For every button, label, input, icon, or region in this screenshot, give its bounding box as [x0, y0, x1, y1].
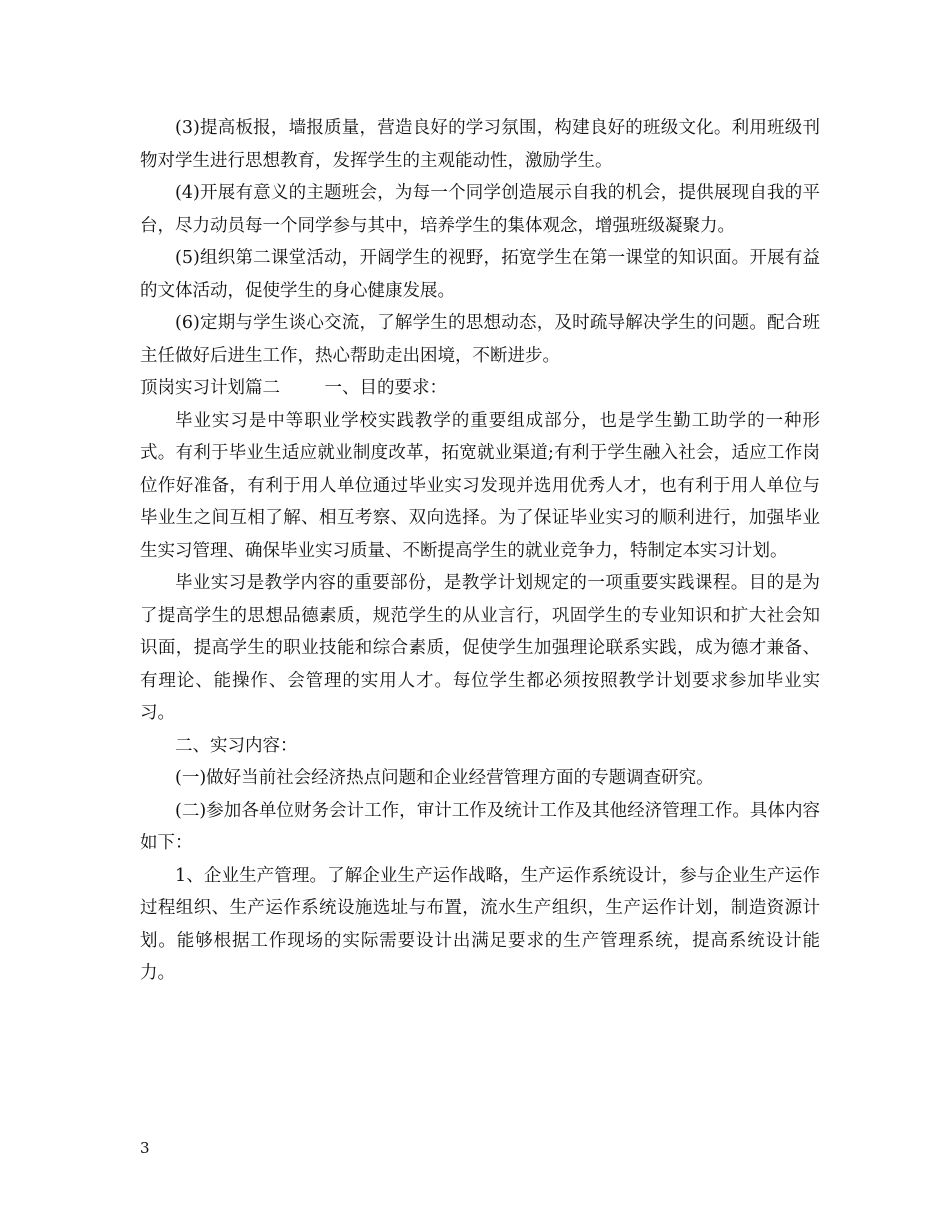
- paragraph-item-two: (二)参加各单位财务会计工作，审计工作及统计工作及其他经济管理工作。具体内容如下：: [140, 800, 820, 853]
- paragraph-internship-content: 毕业实习是教学内容的重要部份，是教学计划规定的一项重要实践课程。目的是为了提高学生的思想品德素质，规范学生的从业言行，巩固学生的专业知识和扩大社会知识面，提高学生的职业技能和综合素质，促使学生加强理论联系实践，成为德才兼备、有理论、能操作、会管理的实用人才。每位学生都必须按照教学计划要求参加毕业实习。: [140, 573, 820, 723]
- section-title: 顶岗实习计划篇二: [140, 378, 280, 398]
- paragraph-item-4: (4)开展有意义的主题班会，为每一个同学创造展示自我的机会，提供展现自我的平台，尽力动员每一个同学参与其中，培养学生的集体观念，增强班级凝聚力。: [140, 183, 820, 236]
- paragraph-production-management: 1、企业生产管理。了解企业生产运作战略，生产运作系统设计，参与企业生产运作过程组织、生产运作系统设施选址与布置，流水生产组织，生产运作计划，制造资源计划。能够根据工作现场的实际需要设计出满足要求的生产管理系统，提高系统设计能力。: [140, 865, 820, 983]
- paragraph-internship-purpose: 毕业实习是中等职业学校实践教学的重要组成部分，也是学生勤工助学的一种形式。有利于毕业生适应就业制度改革，拓宽就业渠道;有利于学生融入社会，适应工作岗位作好准备，有利于用人单位通过毕业实习发现并选用优秀人才，也有利于用人单位与毕业生之间互相了解、相互考察、双向选择。为了保证毕业实习的顺利进行，加强毕业生实习管理、确保毕业实习质量、不断提高学生的就业竞争力，特制定本实习计划。: [140, 410, 820, 561]
- paragraph-item-5: (5)组织第二课堂活动，开阔学生的视野，拓宽学生在第一课堂的知识面。开展有益的文体活动，促使学生的身心健康发展。: [140, 248, 820, 301]
- section-subtitle: 一、目的要求：: [324, 378, 448, 398]
- paragraph-item-6: (6)定期与学生谈心交流，了解学生的思想动态，及时疏导解决学生的问题。配合班主任做好后进生工作，热心帮助走出困境，不断进步。: [140, 313, 820, 366]
- paragraph-item-one: (一)做好当前社会经济热点问题和企业经营管理方面的专题调查研究。: [175, 768, 714, 788]
- paragraph-item-3: (3)提高板报，墙报质量，营造良好的学习氛围，构建良好的班级文化。利用班级刊物对学生进行思想教育，发挥学生的主观能动性，激励学生。: [140, 118, 820, 171]
- subheading-internship-content: 二、实习内容：: [175, 735, 298, 756]
- document-body: [140, 112, 820, 990]
- page-number: 3: [140, 1139, 150, 1157]
- section-heading: [140, 372, 820, 405]
